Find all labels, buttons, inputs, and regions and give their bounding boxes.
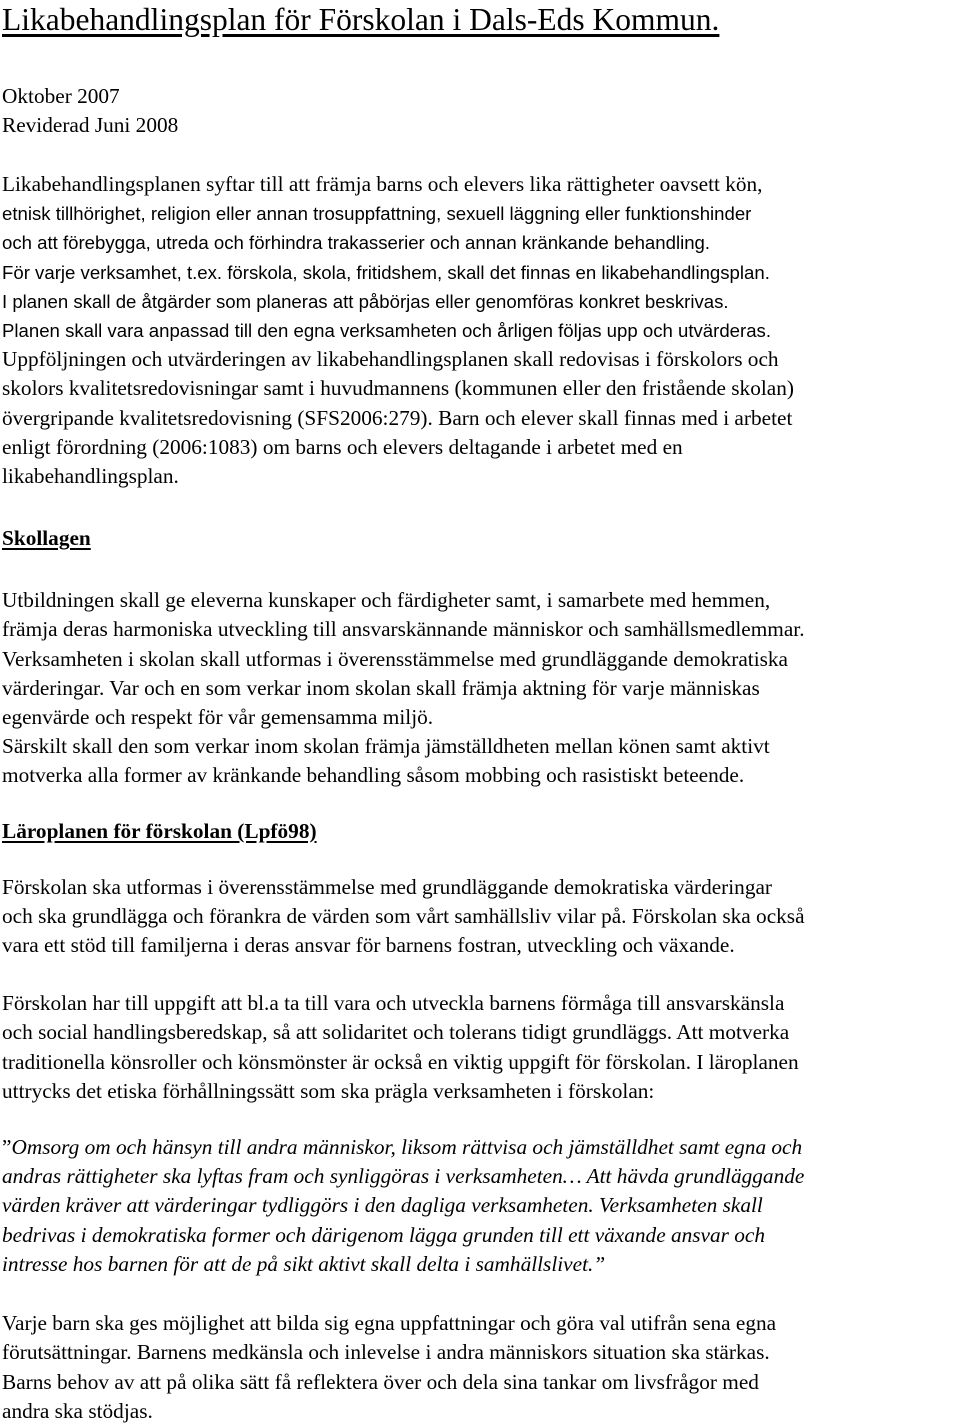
quote-line: värden kräver att värderingar tydliggörs i den dagliga verksamheten. Verksamheten skall bbox=[2, 1193, 763, 1218]
quote-line-text: Omsorg om och hänsyn till andra människor, liksom rättvisa och jämställdhet samt egna och bbox=[11, 1135, 803, 1160]
skollagen-line: Verksamheten i skolan skall utformas i överensstämmelse med grundläggande demokratiska bbox=[2, 646, 788, 671]
lpfo-line: Förskolan ska utformas i överensstämmelse med grundläggande demokratiska värderingar bbox=[2, 874, 773, 899]
lpfo-paragraph-1 bbox=[2, 873, 958, 961]
lpfo-quote bbox=[2, 1133, 958, 1279]
intro-line: Likabehandlingsplanen syftar till att främja barns och elevers lika rättigheter oavsett kön, bbox=[2, 172, 763, 196]
intro-line: Uppföljningen och utvärderingen av likabehandlingsplanen skall redovisas i förskolors och bbox=[2, 347, 779, 372]
quote-line bbox=[2, 1133, 958, 1162]
section-heading-skollagen: Skollagen bbox=[2, 526, 91, 551]
intro-line: och att förebygga, utreda och förhindra trakasserier och annan kränkande behandling. bbox=[2, 232, 711, 254]
lpfo-line: förutsättningar. Barnens medkänsla och inlevelse i andra människors situation ska stärkas. bbox=[2, 1340, 770, 1365]
document-date: Oktober 2007 bbox=[2, 84, 120, 108]
lpfo-paragraph-2 bbox=[2, 989, 958, 1106]
skollagen-line: egenvärde och respekt för vår gemensamma miljö. bbox=[2, 705, 434, 730]
intro-line: enligt förordning (2006:1083) om barns och elevers deltagande i arbetet med en bbox=[2, 434, 683, 459]
lpfo-line: traditionella könsroller och könsmönster är också en viktig uppgift för förskolan. I läroplanen bbox=[2, 1049, 799, 1074]
lpfo-line: uttrycks det etiska förhållningssätt som ska prägla verksamheten i förskolan: bbox=[2, 1078, 655, 1103]
skollagen-paragraph bbox=[2, 586, 958, 790]
lpfo-line: Varje barn ska ges möjlighet att bilda sig egna uppfattningar och göra val utifrån sena egna bbox=[2, 1311, 777, 1336]
lpfo-line: Barns behov av att på olika sätt få reflektera över och dela sina tankar om livsfrågor med bbox=[2, 1369, 759, 1394]
quote-line: bedrivas i demokratiska former och därigenom lägga grunden till ett växande ansvar och bbox=[2, 1222, 766, 1247]
quote-open-mark: ” bbox=[2, 1135, 12, 1160]
quote-line: intresse hos barnen för att de på sikt aktivt skall delta i samhällslivet.” bbox=[2, 1251, 606, 1276]
intro-line: Planen skall vara anpassad till den egna verksamheten och årligen följas upp och utvärderas. bbox=[2, 320, 772, 342]
lpfo-paragraph-3 bbox=[2, 1309, 958, 1426]
section-heading-lpfo: Läroplanen för förskolan (Lpfö98) bbox=[2, 818, 317, 843]
intro-line: skolors kvalitetsredovisningar samt i huvudmannens (kommunen eller den fristående skolan) bbox=[2, 376, 794, 401]
skollagen-line: motverka alla former av kränkande behandling såsom mobbing och rasistiskt beteende. bbox=[2, 763, 745, 788]
lpfo-line: andra ska stödjas. bbox=[2, 1398, 153, 1423]
quote-line: andras rättigheter ska lyftas fram och synliggöras i verksamheten… Att hävda grundläggande bbox=[2, 1164, 805, 1189]
intro-paragraph bbox=[2, 170, 958, 491]
lpfo-line: och ska grundlägga och förankra de värden som vårt samhällsliv vilar på. Förskolan ska också bbox=[2, 903, 805, 928]
document-meta bbox=[2, 82, 958, 140]
skollagen-line: värderingar. Var och en som verkar inom skolan skall främja aktning för varje människas bbox=[2, 675, 760, 700]
intro-line: I planen skall de åtgärder som planeras att påbörjas eller genomföras konkret beskrivas. bbox=[2, 290, 729, 312]
skollagen-line: Utbildningen skall ge eleverna kunskaper och färdigheter samt, i samarbete med hemmen, bbox=[2, 588, 771, 613]
skollagen-line: Särskilt skall den som verkar inom skolan främja jämställdheten mellan könen samt aktivt bbox=[2, 734, 770, 759]
document-title: Likabehandlingsplan för Förskolan i Dals-Eds Kommun. bbox=[2, 2, 720, 37]
intro-line: övergripande kvalitetsredovisning (SFS2006:279). Barn och elever skall finnas med i arbetet bbox=[2, 405, 793, 430]
lpfo-line: Förskolan har till uppgift att bl.a ta till vara och utveckla barnens förmåga till ansvarskänsla bbox=[2, 991, 785, 1016]
document-page bbox=[2, 0, 958, 1426]
intro-line: etnisk tillhörighet, religion eller annan trosuppfattning, sexuell läggning eller funktionshinder bbox=[2, 203, 752, 225]
lpfo-line: vara ett stöd till familjerna i deras ansvar för barnens fostran, utveckling och växande. bbox=[2, 933, 735, 958]
revision-date: Reviderad Juni 2008 bbox=[2, 113, 179, 137]
skollagen-line: främja deras harmoniska utveckling till ansvarskännande människor och samhällsmedlemmar. bbox=[2, 617, 805, 642]
intro-line: likabehandlingsplan. bbox=[2, 464, 179, 489]
intro-line: För varje verksamhet, t.ex. förskola, skola, fritidshem, skall det finnas en likabehandlingsplan. bbox=[2, 261, 770, 283]
lpfo-line: och social handlingsberedskap, så att solidaritet och tolerans tidigt grundläggs. Att motverka bbox=[2, 1020, 790, 1045]
